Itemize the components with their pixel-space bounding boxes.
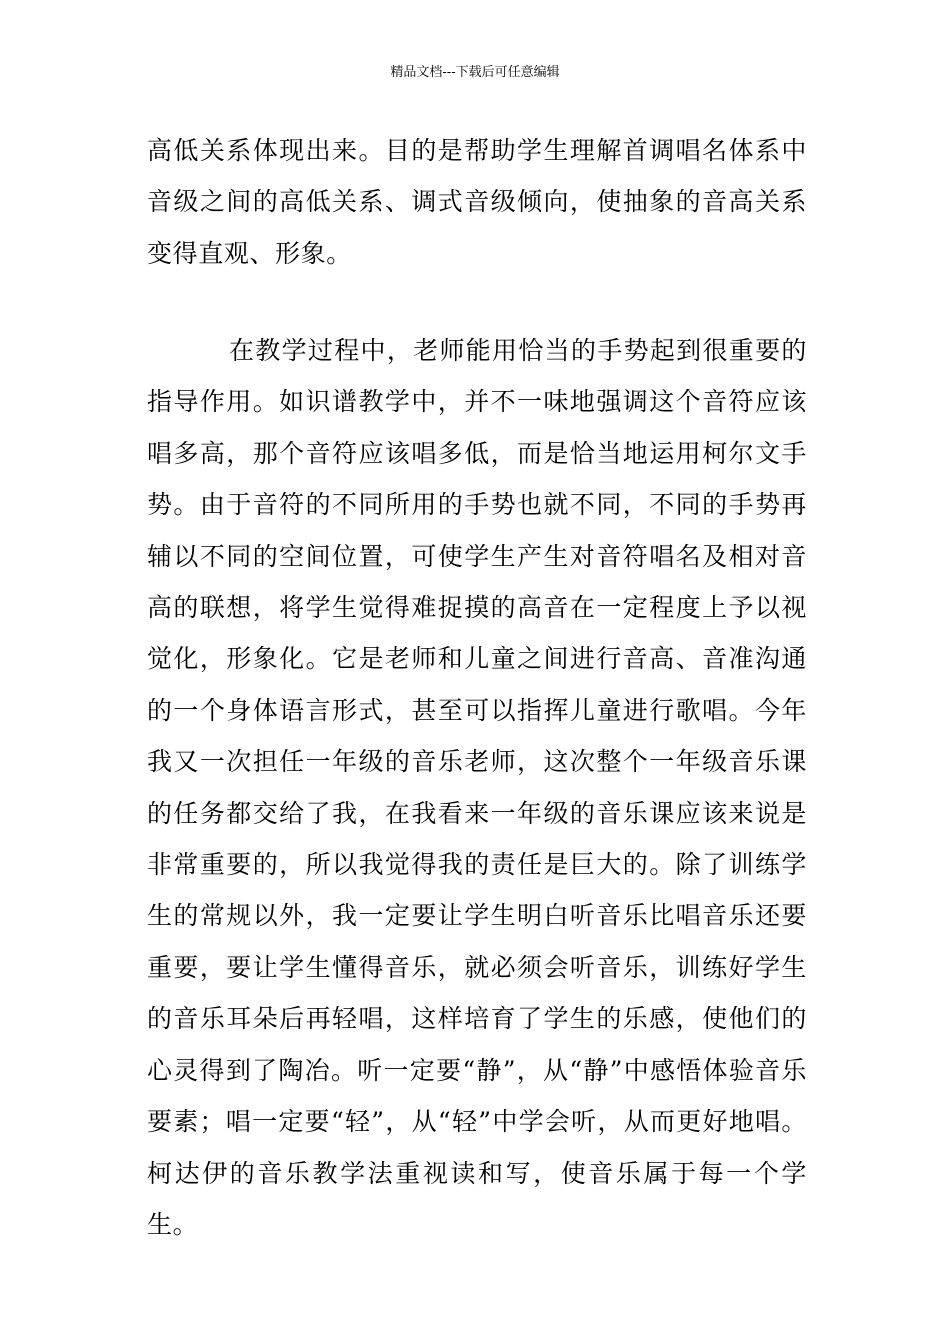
page-header: 精品文档---下载后可任意编辑 — [390, 65, 560, 80]
paragraph-body: 在教学过程中，老师能用恰当的手势起到很重要的指导作用。如识谱教学中，并不一味地强调这个音符应该唱多高，那个音符应该唱多低，而是恰当地运用柯尔文手势。由于音符的不同所用的手势也就不同，不同的手势再辅以不同的空间位置，可使学生产生对音符唱名及相对音高的联想，将学生觉得难捉摸的高音在一定程度上予以视觉化，形象化。它是老师和儿童之间进行音高、音准沟通的一个身体语言形式，甚至可以指挥儿童进行歌唱。今年我又一次担任一年级的音乐老师，这次整个一年级音乐课的任务都交给了我，在我看来一年级的音乐课应该来说是非常重要的，所以我觉得我的责任是巨大的。除了训练学生的常规以外，我一定要让学生明白听音乐比唱音乐还要重要，要让学生懂得音乐，就必须会听音乐，训练好学生的音乐耳朵后再轻唱，这样培育了学生的乐感，使他们的心灵得到了陶冶。听一定要“静”，从“静”中感悟体验音乐要素；唱一定要“轻”，从“轻”中学会听，从而更好地唱。柯达伊的音乐教学法重视读和写，使音乐属于每一个学生。 — [147, 336, 807, 1239]
paragraph-continuation: 高低关系体现出来。目的是帮助学生理解首调唱名体系中音级之间的高低关系、调式音级倾向，使抽象的音高关系变得直观、形象。 — [147, 136, 807, 268]
